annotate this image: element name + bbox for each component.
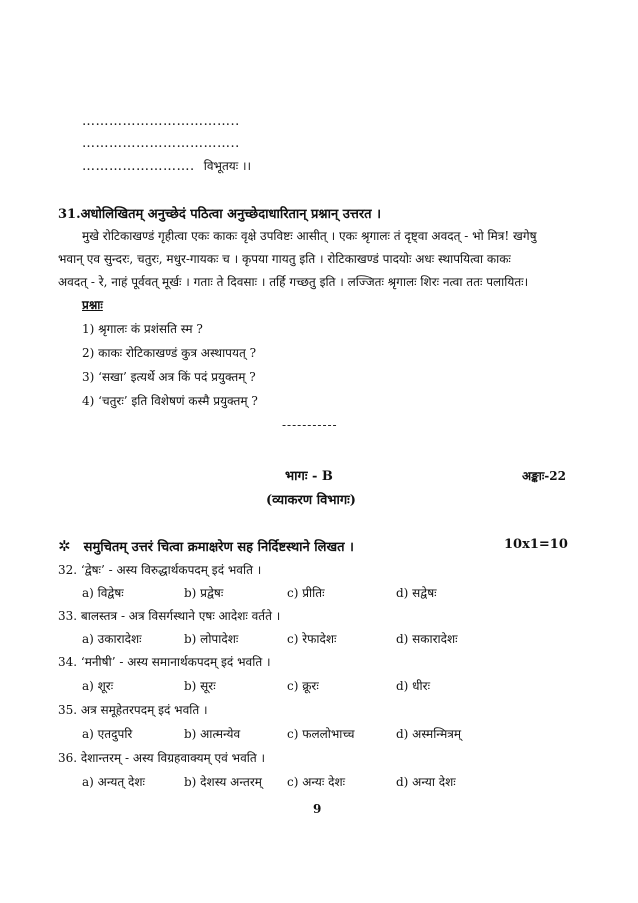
mcq-stem-36: 36. देशान्तरम् - अस्य विग्रहवाक्यम् एवं भवति । [58,751,266,765]
mcq-32-option-a: a) विद्वेषः [82,586,124,600]
mcq-34-option-b: b) सूरः [184,679,216,693]
blank-line-2: …………………………….. [82,136,240,151]
mcq-32-option-c: c) प्रीतिः [287,586,325,600]
mcq-35-option-a: a) एतदुपरि [82,727,133,741]
mcq-33-option-d: d) सकारादेशः [396,632,458,646]
mcq-36-option-a: a) अन्यत् देशः [82,775,145,789]
mcq-34-option-a: a) शूरः [82,679,114,693]
q31-subquestion-2: 2) काकः रोटिकाखण्डं कुत्र अस्थापयत् ? [82,346,257,360]
mcq-35-option-c: c) फललोभाच्च [287,727,355,741]
mcq-32-option-d: d) सद्वेषः [396,586,437,600]
mcq-32-option-b: b) प्रद्वेषः [184,586,224,600]
q31-passage-line-3: अवदत् - रे, नाहं पूर्ववत् मूर्खः । गताः ते दिवसाः । तर्हि गच्छतु इति । लज्जितः श्रृगालः शिरः नत्वा ततः पलायितः। [58,275,529,289]
part-b-label: भागः - B [285,469,333,484]
q31-subquestion-4: 4) ‘चतुरः’ इति विशेषणं कस्मै प्रयुक्तम् ? [82,394,258,408]
mcq-35-option-d: d) अस्मन्मित्रम् [396,727,462,741]
mcq-36-option-c: c) अन्यः देशः [287,775,346,789]
q31-heading: 31.अधोलिखितम् अनुच्छेदं पठित्वा अनुच्छेदाधारितान् प्रश्नान् उत्तरत । [58,207,382,222]
mcq-stem-34: 34. ‘मनीषी’ - अस्य समानार्थकपदम् इदं भवति । [58,655,271,669]
mcq-33-option-c: c) रेफादेशः [287,632,337,646]
blank-line-3 [82,155,251,174]
blank-line-1: …………………………….. [82,114,240,129]
mcq-33-option-b: b) लोपादेशः [184,632,239,646]
blank-line-3-word: विभूतयः ।। [203,159,252,173]
instruction-marks: 10x1=10 [504,537,568,552]
mcq-36-option-d: d) अन्या देशः [396,775,456,789]
mcq-stem-33: 33. बालस्तत्र - अत्र विसर्गस्थाने एषः आदेशः वर्तते । [58,609,281,623]
mcq-stem-35: 35. अत्र समूहेतरपदम् इदं भवति । [58,703,208,717]
star-icon: ✲ [58,537,71,555]
page-number: 9 [313,802,322,816]
q31-passage-line-2: भवान् एव सुन्दरः, चतुरः, मधुर-गायकः च । कृपया गायतु इति । रोटिकाखण्डं पादयोः अधः स्थापयित्वा काकः [58,252,511,266]
mcq-35-option-b: b) आत्मन्येव [184,727,241,741]
mcq-33-option-a: a) उकारादेशः [82,632,142,646]
mcq-34-option-d: d) धीरः [396,679,430,693]
q31-subquestion-1: 1) श्रृगालः कं प्रशंसति स्म ? [82,322,203,336]
questions-label: प्रश्नाः [82,298,103,312]
mcq-stem-32: 32. ‘द्वेषः’ - अस्य विरुद्धार्थकपदम् इदं भवति । [58,563,262,577]
q31-passage-line-1: मुखे रोटिकाखण्डं गृहीत्वा एकः काकः वृक्षे उपविष्टः आसीत् । एकः श्रृगालः तं दृष्ट्वा अवदत् - भो मित्र! खगेषु [82,229,537,243]
mcq-36-option-b: b) देशस्य अन्तरम् [184,775,262,789]
part-b-subtitle: (व्याकरण विभागः) [266,493,356,508]
blank-line-3-dots: ……………………. [82,159,195,174]
mcq-34-option-c: c) क्रूरः [287,679,319,693]
q31-subquestion-3: 3) ‘सखा’ इत्यर्थे अत्र किं पदं प्रयुक्तम् ? [82,370,256,384]
separator-dashes: ----------- [282,418,338,432]
part-b-marks: अङ्काः-22 [522,469,566,483]
instruction-text: समुचितम् उत्तरं चित्वा क्रमाक्षरेण सह निर्दिष्टस्थाने लिखत । [83,540,354,555]
instruction-line [58,536,354,555]
